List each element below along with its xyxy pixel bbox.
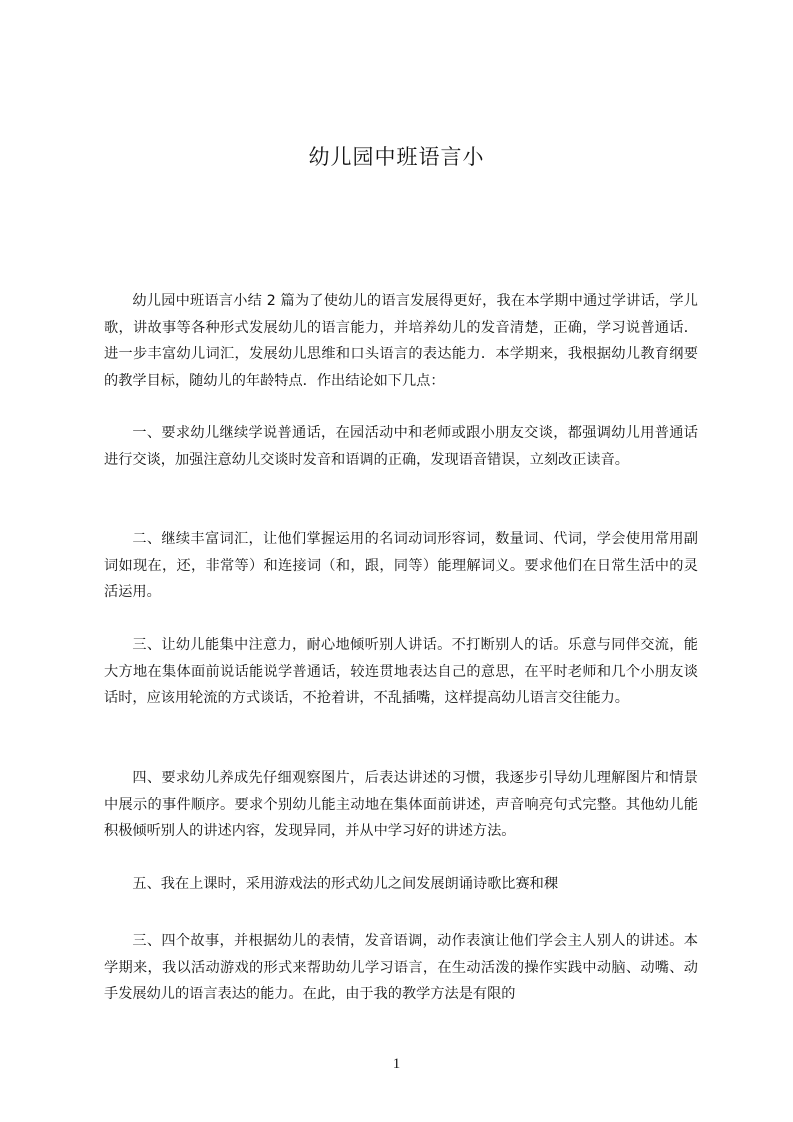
paragraph-point-1: 一、要求幼儿继续学说普通话，在园活动中和老师或跟小朋友交谈，都强调幼儿用普通话进行交谈，加强注意幼儿交谈时发音和语调的正确，发现语音错误，立刻改正读音。 <box>104 425 698 468</box>
paragraph-point-5: 五、我在上课时，采用游戏法的形式幼儿之间发展朗诵诗歌比赛和稞 <box>132 876 559 892</box>
page-number: 1 <box>392 1056 401 1072</box>
paragraph-point-2: 二、继续丰富词汇，让他们掌握运用的名词动词形容词，数量词、代词，学会使用常用副词如现在，还，非常等）和连接词（和，跟，同等）能理解词义。要求他们在日常生活中的灵活运用。 <box>104 531 698 600</box>
paragraph-point-3: 三、让幼儿能集中注意力，耐心地倾听别人讲话。不打断别人的话。乐意与同伴交流，能大方地在集体面前说话能说学普通话，较连贯地表达自己的意思，在平时老师和几个小朋友谈话时，应该用轮流的方式谈话，不抢着讲，不乱插嘴，这样提高幼儿语言交往能力。 <box>104 637 698 706</box>
paragraph-intro: 幼儿园中班语言小结 2 篇为了使幼儿的语言发展得更好，我在本学期中通过学讲话，学儿歌，讲故事等各种形式发展幼儿的语言能力，并培养幼儿的发音清楚，正确，学习说普通话．进一步丰富幼儿词汇，发展幼儿思维和口头语言的表达能力．本学期来，我根据幼儿教育纲要的教学目标，随幼儿的年龄特点．作出结论如下几点： <box>104 293 698 389</box>
paragraph-continuation: 三、四个故事，并根据幼儿的表情，发音语调，动作表演让他们学会主人别人的讲述。本学期来，我以活动游戏的形式来帮助幼儿学习语言，在生动活泼的操作实践中动脑、动嘴、动手发展幼儿的语言表达的能力。在此，由于我的教学方法是有限的 <box>104 933 698 1002</box>
page-title: 幼儿园中班语言小 <box>308 145 485 169</box>
paragraph-point-4: 四、要求幼儿养成先仔细观察图片，后表达讲述的习惯，我逐步引导幼儿理解图片和情景中展示的事件顺序。要求个别幼儿能主动地在集体面前讲述，声音响亮句式完整。其他幼儿能积极倾听别人的讲述内容，发现异同，并从中学习好的讲述方法。 <box>104 770 698 839</box>
